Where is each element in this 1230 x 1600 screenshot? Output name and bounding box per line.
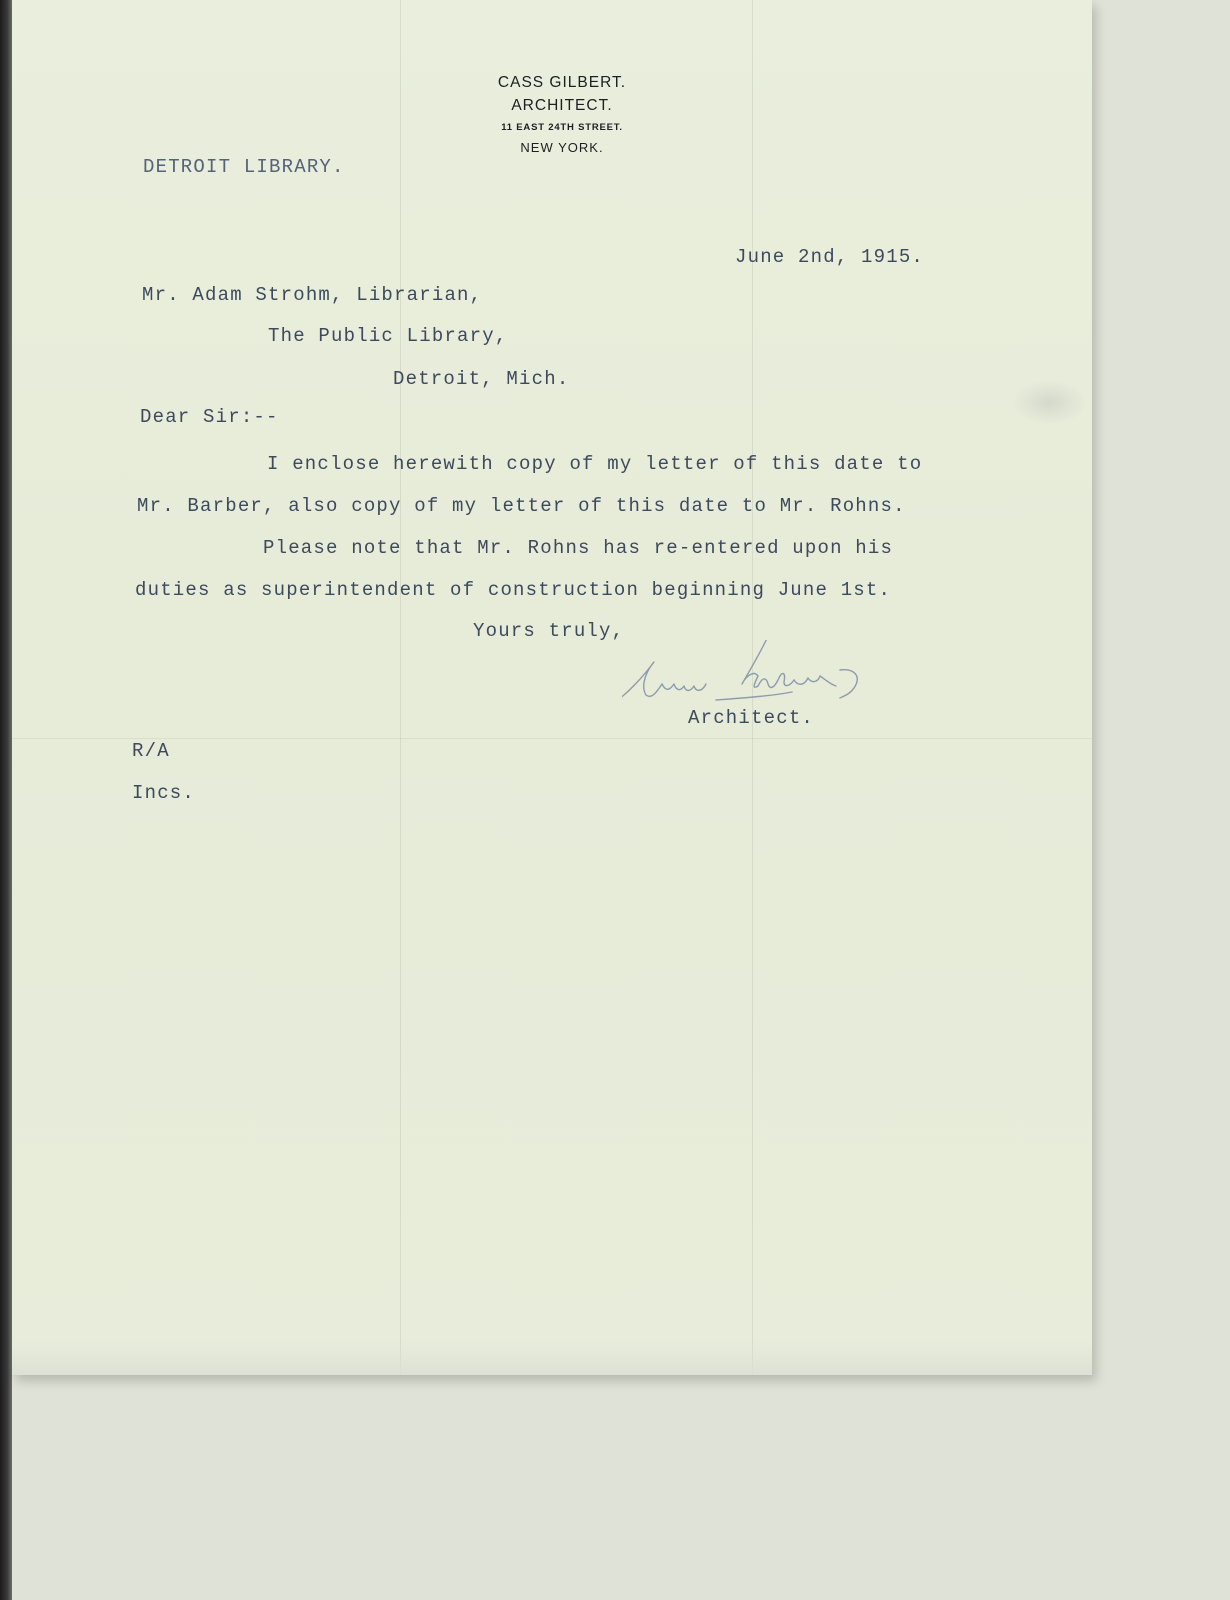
paper-stain xyxy=(1012,380,1087,425)
fold-line xyxy=(12,738,1092,739)
letterhead-address: 11 EAST 24TH STREET. xyxy=(501,122,623,133)
letter-page xyxy=(12,0,1092,1375)
closing: Yours truly, xyxy=(473,620,625,642)
file-label: DETROIT LIBRARY. xyxy=(143,156,345,178)
letterhead xyxy=(452,72,672,158)
recipient-line-3: Detroit, Mich. xyxy=(393,368,570,390)
body-paragraph-2-line-1: Please note that Mr. Rohns has re-entered upon his xyxy=(263,537,894,559)
recipient-line-2: The Public Library, xyxy=(268,325,508,347)
letterhead-name: CASS GILBERT. xyxy=(497,74,627,91)
salutation: Dear Sir:-- xyxy=(140,406,279,428)
letterhead-title: ARCHITECT. xyxy=(511,97,613,114)
letterhead-city: NEW YORK. xyxy=(520,140,604,155)
body-paragraph-1-line-1: I enclose herewith copy of my letter of this date to xyxy=(267,453,923,475)
body-paragraph-2-line-2: duties as superintendent of construction beginning June 1st. xyxy=(135,579,892,601)
signature-title: Architect. xyxy=(688,707,815,729)
fold-line xyxy=(400,0,401,1375)
recipient-line-1: Mr. Adam Strohm, Librarian, xyxy=(142,284,483,306)
letter-date: June 2nd, 1915. xyxy=(735,246,925,268)
scan-left-edge xyxy=(0,0,12,1600)
typist-initials: R/A xyxy=(132,740,170,762)
enclosures-note: Incs. xyxy=(132,782,196,804)
body-paragraph-1-line-2: Mr. Barber, also copy of my letter of this date to Mr. Rohns. xyxy=(137,495,906,517)
